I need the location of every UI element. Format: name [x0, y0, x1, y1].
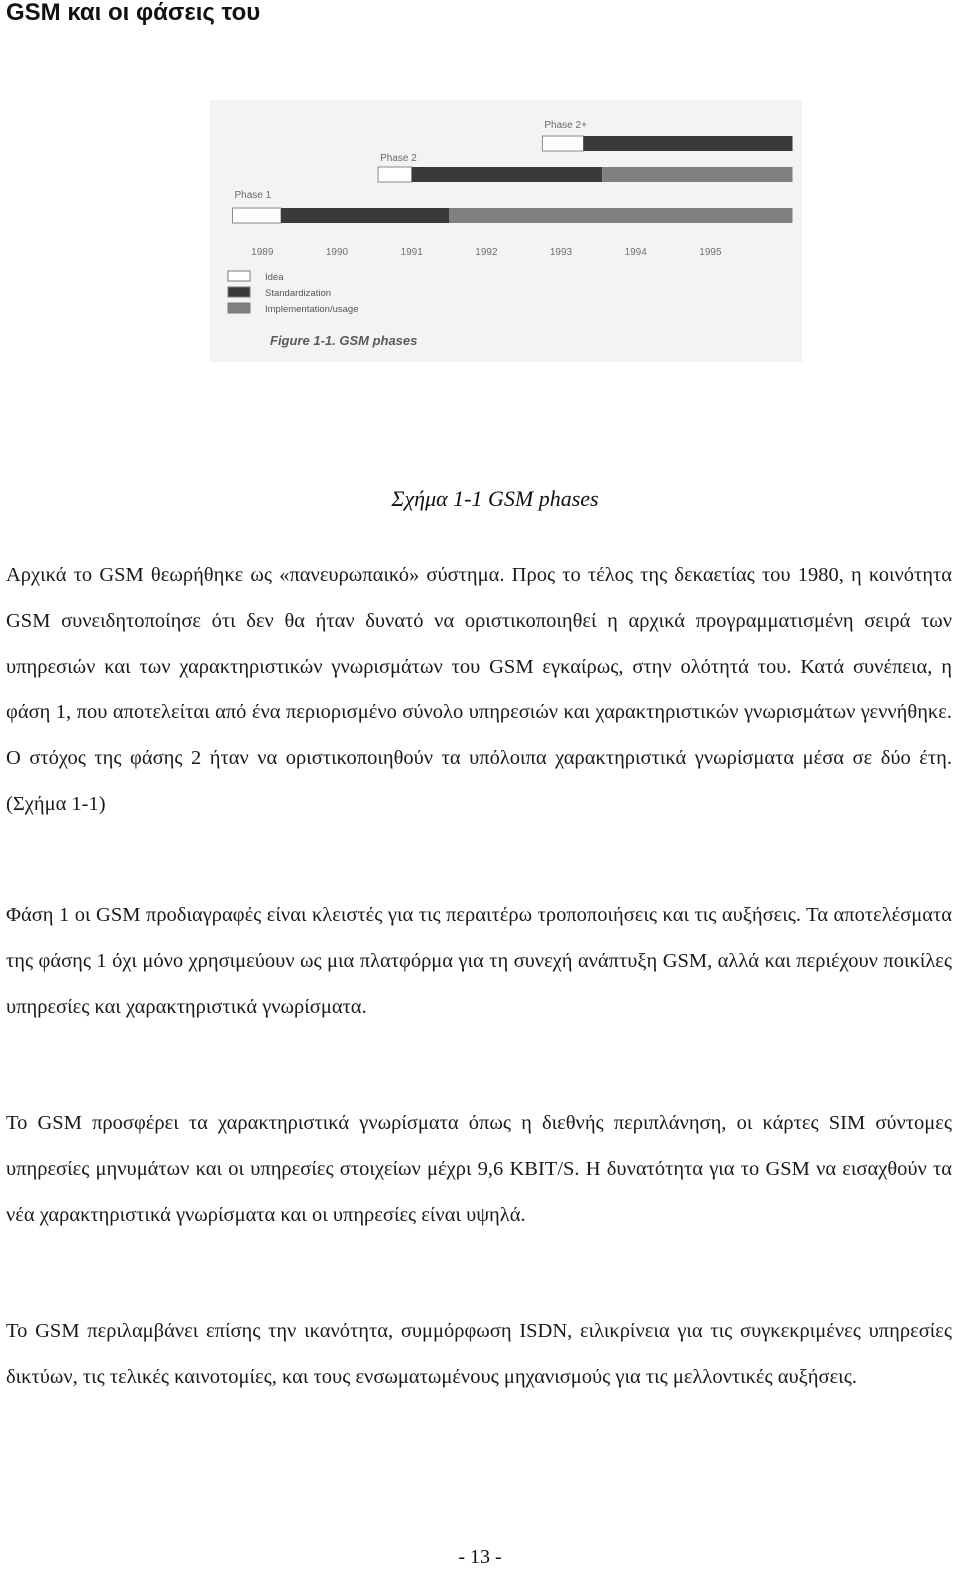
phase-label-3: Phase 2+ [544, 120, 587, 131]
x-tick-1992: 1992 [475, 247, 498, 258]
paragraph-4: Το GSM περιλαμβάνει επίσης την ικανότητα, συμμόρφωση ISDN, ειλικρίνεια για τις συγκεκριμένες υπηρεσίες δικτύων, τις τελικές καινοτομίες, και τους ενσωματωμένους μηχανισμούς για τις μελλοντικές αυξήσεις. [6, 1320, 952, 1388]
phase-1-segment-2 [281, 208, 449, 223]
gsm-phases-figure [210, 100, 802, 362]
phase-label-2: Phase 2 [380, 153, 417, 164]
x-tick-1995: 1995 [699, 247, 722, 258]
paragraph-3: Το GSM προσφέρει τα χαρακτηριστικά γνωρίσματα όπως η διεθνής περιπλάνηση, οι κάρτες SIM σύντομες υπηρεσίες μηνυμάτων και οι υπηρεσίες στοιχείων μέχρι 9,6 KBIT/S. Η δυνατότητα για το GSM να εισαχθούν τα νέα χαρακτηριστικά γνωρίσματα και οι υπηρεσίες είναι υψηλά. [6, 1112, 952, 1226]
x-tick-1991: 1991 [400, 247, 423, 258]
legend-label-3: Implementation/usage [265, 304, 359, 315]
phase-2-segment-3 [602, 167, 792, 182]
phase-3-segment-2 [583, 136, 792, 151]
figure-caption: Σχήμα 1-1 GSM phases [391, 486, 599, 511]
phase-1-segment-1 [233, 208, 282, 223]
legend-swatch-1 [228, 271, 250, 281]
page-title: GSM και οι φάσεις του [6, 0, 261, 26]
phase-2-segment-1 [378, 167, 412, 182]
gsm-phases-chart [210, 100, 802, 362]
legend-swatch-2 [228, 287, 250, 297]
x-tick-1990: 1990 [325, 247, 349, 258]
x-tick-1989: 1989 [251, 247, 274, 258]
paragraph-1: Αρχικά το GSM θεωρήθηκε ως «πανευρωπαικό» σύστημα. Προς το τέλος της δεκαετίας του 1980, η κοινότητα GSM συνειδητοποίησε ότι δεν θα ήταν δυνατό να οριστικοποιηθεί η αρχικά προγραμματισμένη σειρά των υπηρεσιών και των χαρακτηριστικών γνωρισμάτων του GSM εγκαίρως, στην ολότητά του. Κατά συνέπεια, η φάση 1, που αποτελείται από ένα περιορισμένο σύνολο υπηρεσιών και χαρακτηριστικών γνωρισμάτων γεννήθηκε. Ο στόχος της φάσης 2 ήταν να οριστικοποιηθούν τα υπόλοιπα χαρακτηριστικά γνωρίσματα μέσα σε δύο έτη. (Σχήμα 1-1) [6, 564, 952, 815]
phase-label-1: Phase 1 [234, 190, 272, 201]
phase-1-segment-3 [449, 208, 793, 223]
phase-3-segment-1 [542, 136, 583, 151]
phase-2-segment-2 [412, 167, 602, 182]
paragraph-2: Φάση 1 οι GSM προδιαγραφές είναι κλειστές για τις περαιτέρω τροποποιήσεις και τις αυξήσεις. Τα αποτελέσματα της φάσης 1 όχι μόνο χρησιμεύουν ως μια πλατφόρμα για τη συνεχή ανάπτυξη GSM, αλλά και περιέχουν ποικίλες υπηρεσίες και χαρακτηριστικά γνωρίσματα. [6, 904, 952, 1018]
x-tick-1994: 1994 [624, 247, 647, 258]
legend-label-2: Standardization [265, 288, 332, 299]
legend-label-1: Idea [265, 272, 284, 283]
chart-title: Figure 1-1. GSM phases [270, 333, 418, 348]
page-number: - 13 - [458, 1546, 502, 1568]
x-tick-1993: 1993 [549, 247, 573, 258]
legend-swatch-3 [228, 303, 250, 313]
